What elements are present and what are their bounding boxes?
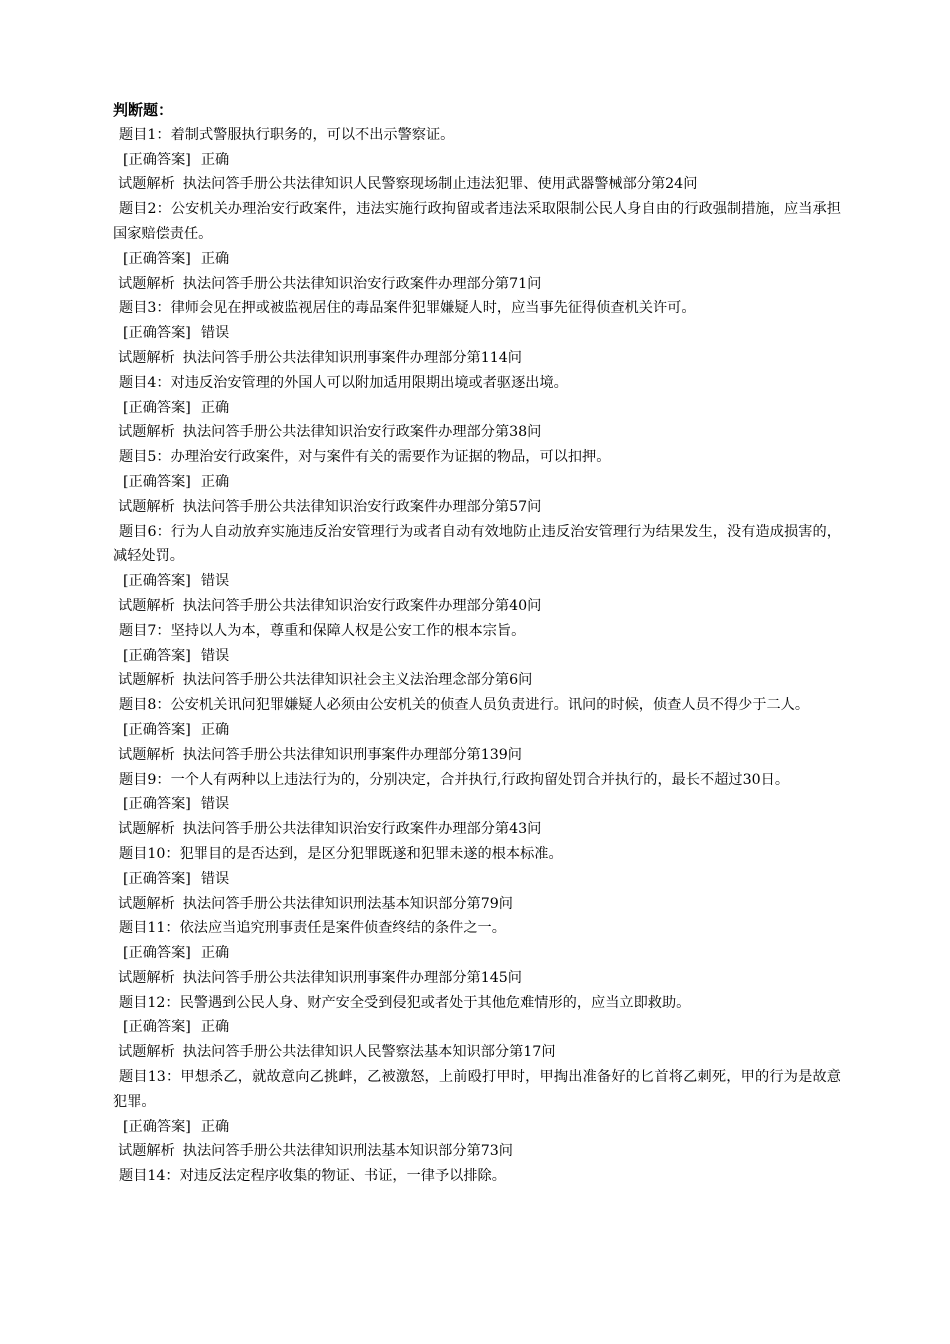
- analysis-label: 试题解析: [118, 597, 175, 614]
- answer-label: [正确答案]: [123, 721, 191, 738]
- analysis-reference: 执法问答手册公共法律知识社会主义法治理念部分第6问: [182, 672, 533, 689]
- answer-label: [正确答案]: [123, 1019, 191, 1036]
- analysis-row: [113, 594, 841, 619]
- analysis-reference: 执法问答手册公共法律知识人民警察现场制止违法犯罪、使用武器警械部分第24问: [182, 176, 698, 193]
- analysis-label: 试题解析: [118, 498, 175, 515]
- answer-label: [正确答案]: [123, 796, 191, 813]
- question-text: 题目11：依法应当追究刑事责任是案件侦查终结的条件之一。: [119, 920, 506, 937]
- question-block: [113, 842, 841, 916]
- question-text: 题目8：公安机关讯问犯罪嫌疑人必须由公安机关的侦查人员负责进行。讯问的时候，侦查人员不得少于二人。: [119, 697, 810, 714]
- answer-label: [正确答案]: [123, 325, 191, 342]
- analysis-reference: 执法问答手册公共法律知识刑法基本知识部分第79问: [182, 895, 513, 912]
- analysis-reference: 执法问答手册公共法律知识刑法基本知识部分第73问: [182, 1143, 513, 1160]
- analysis-label: 试题解析: [118, 821, 175, 838]
- analysis-label: 试题解析: [118, 424, 175, 441]
- question-text: 题目6：行为人自动放弃实施违反治安管理行为或者自动有效地防止违反治安管理行为结果发生，没有造成损害的，减轻处罚。: [113, 523, 841, 565]
- question-text: 题目12：民警遇到公民人身、财产安全受到侵犯或者处于其他危难情形的，应当立即救助。: [119, 994, 691, 1011]
- question-block: [113, 1065, 841, 1164]
- question-block: [113, 693, 841, 767]
- analysis-label: 试题解析: [118, 672, 175, 689]
- answer-value: 正确: [200, 473, 230, 490]
- answer-label: [正确答案]: [123, 473, 191, 490]
- analysis-row: [113, 420, 841, 445]
- answer-label: [正确答案]: [123, 870, 191, 887]
- question-text: 题目4：对违反治安管理的外国人可以附加适用限期出境或者驱逐出境。: [119, 374, 568, 391]
- question-text: 题目9：一个人有两种以上违法行为的，分别决定，合并执行,行政拘留处罚合并执行的，最长不超过30日。: [119, 771, 790, 788]
- analysis-row: [113, 1139, 841, 1164]
- question-block: [113, 991, 841, 1065]
- answer-row: [113, 321, 841, 346]
- answer-row: [113, 792, 841, 817]
- section-title: 判断题：: [113, 101, 174, 119]
- answer-label: [正确答案]: [123, 399, 191, 416]
- answer-row: [113, 396, 841, 421]
- answer-value: 正确: [200, 721, 230, 738]
- analysis-reference: 执法问答手册公共法律知识治安行政案件办理部分第57问: [182, 498, 542, 515]
- answer-label: [正确答案]: [123, 945, 191, 962]
- answer-value: 正确: [200, 250, 230, 267]
- question-text: 题目13：甲想杀乙，就故意向乙挑衅，乙被激怒，上前殴打甲时，甲掏出准备好的匕首将乙刺死，甲的行为是故意犯罪。: [113, 1069, 841, 1110]
- question-text: 题目1：着制式警服执行职务的，可以不出示警察证。: [119, 126, 455, 143]
- analysis-label: 试题解析: [118, 969, 175, 986]
- analysis-reference: 执法问答手册公共法律知识治安行政案件办理部分第43问: [182, 821, 542, 838]
- analysis-row: [113, 817, 841, 842]
- answer-label: [正确答案]: [123, 573, 191, 590]
- question-text: 题目3：律师会见在押或被监视居住的毒品案件犯罪嫌疑人时，应当事先征得侦查机关许可。: [119, 300, 696, 317]
- analysis-row: [113, 966, 841, 991]
- analysis-row: [113, 1040, 841, 1065]
- question-text: 题目14：对违反法定程序收集的物证、书证，一律予以排除。: [119, 1168, 506, 1185]
- question-block: [113, 445, 841, 519]
- analysis-reference: 执法问答手册公共法律知识治安行政案件办理部分第38问: [182, 424, 542, 441]
- analysis-label: 试题解析: [118, 746, 175, 763]
- question-block: [113, 296, 841, 370]
- analysis-label: 试题解析: [118, 349, 175, 366]
- analysis-row: [113, 892, 841, 917]
- answer-label: [正确答案]: [123, 647, 191, 664]
- analysis-reference: 执法问答手册公共法律知识治安行政案件办理部分第71问: [182, 275, 542, 292]
- answer-row: [113, 941, 841, 966]
- question-block: [113, 123, 841, 197]
- question-block: [113, 768, 841, 842]
- answer-value: 正确: [200, 1019, 230, 1036]
- question-text: 题目5：办理治安行政案件，对与案件有关的需要作为证据的物品，可以扣押。: [119, 449, 611, 466]
- question-block: [113, 520, 841, 619]
- answer-row: [113, 247, 841, 272]
- analysis-row: [113, 495, 841, 520]
- question-block: [113, 1164, 841, 1189]
- answer-row: [113, 569, 841, 594]
- answer-value: 错误: [200, 796, 230, 813]
- answer-row: [113, 470, 841, 495]
- analysis-label: 试题解析: [118, 176, 175, 193]
- analysis-reference: 执法问答手册公共法律知识治安行政案件办理部分第40问: [182, 597, 542, 614]
- question-block: [113, 916, 841, 990]
- question-text: 题目10：犯罪目的是否达到，是区分犯罪既遂和犯罪未遂的根本标准。: [119, 845, 563, 862]
- answer-value: 正确: [200, 399, 230, 416]
- question-text: 题目7：坚持以人为本，尊重和保障人权是公安工作的根本宗旨。: [119, 622, 526, 639]
- answer-row: [113, 867, 841, 892]
- analysis-reference: 执法问答手册公共法律知识刑事案件办理部分第145问: [182, 969, 522, 986]
- answer-row: [113, 1115, 841, 1140]
- analysis-reference: 执法问答手册公共法律知识刑事案件办理部分第114问: [182, 349, 522, 366]
- answer-row: [113, 1015, 841, 1040]
- answer-value: 正确: [200, 945, 230, 962]
- analysis-row: [113, 346, 841, 371]
- answer-row: [113, 718, 841, 743]
- question-text: 题目2：公安机关办理治安行政案件，违法实施行政拘留或者违法采取限制公民人身自由的行政强制措施，应当承担国家赔偿责任。: [113, 201, 841, 242]
- answer-value: 错误: [200, 647, 230, 664]
- question-list: [113, 123, 841, 1189]
- question-block: [113, 619, 841, 693]
- answer-label: [正确答案]: [123, 1118, 191, 1135]
- answer-value: 正确: [200, 151, 230, 168]
- analysis-row: [113, 272, 841, 297]
- analysis-reference: 执法问答手册公共法律知识人民警察法基本知识部分第17问: [182, 1044, 556, 1061]
- analysis-label: 试题解析: [118, 1044, 175, 1061]
- answer-value: 正确: [200, 1118, 230, 1135]
- analysis-label: 试题解析: [118, 895, 175, 912]
- analysis-row: [113, 743, 841, 768]
- answer-value: 错误: [200, 573, 230, 590]
- analysis-reference: 执法问答手册公共法律知识刑事案件办理部分第139问: [182, 746, 522, 763]
- answer-value: 错误: [200, 870, 230, 887]
- answer-row: [113, 644, 841, 669]
- analysis-row: [113, 668, 841, 693]
- analysis-label: 试题解析: [118, 1143, 175, 1160]
- document-page: [113, 98, 841, 1189]
- question-block: [113, 371, 841, 445]
- answer-label: [正确答案]: [123, 250, 191, 267]
- analysis-row: [113, 172, 841, 197]
- answer-value: 错误: [200, 325, 230, 342]
- answer-label: [正确答案]: [123, 151, 191, 168]
- question-block: [113, 197, 841, 296]
- analysis-label: 试题解析: [118, 275, 175, 292]
- answer-row: [113, 148, 841, 173]
